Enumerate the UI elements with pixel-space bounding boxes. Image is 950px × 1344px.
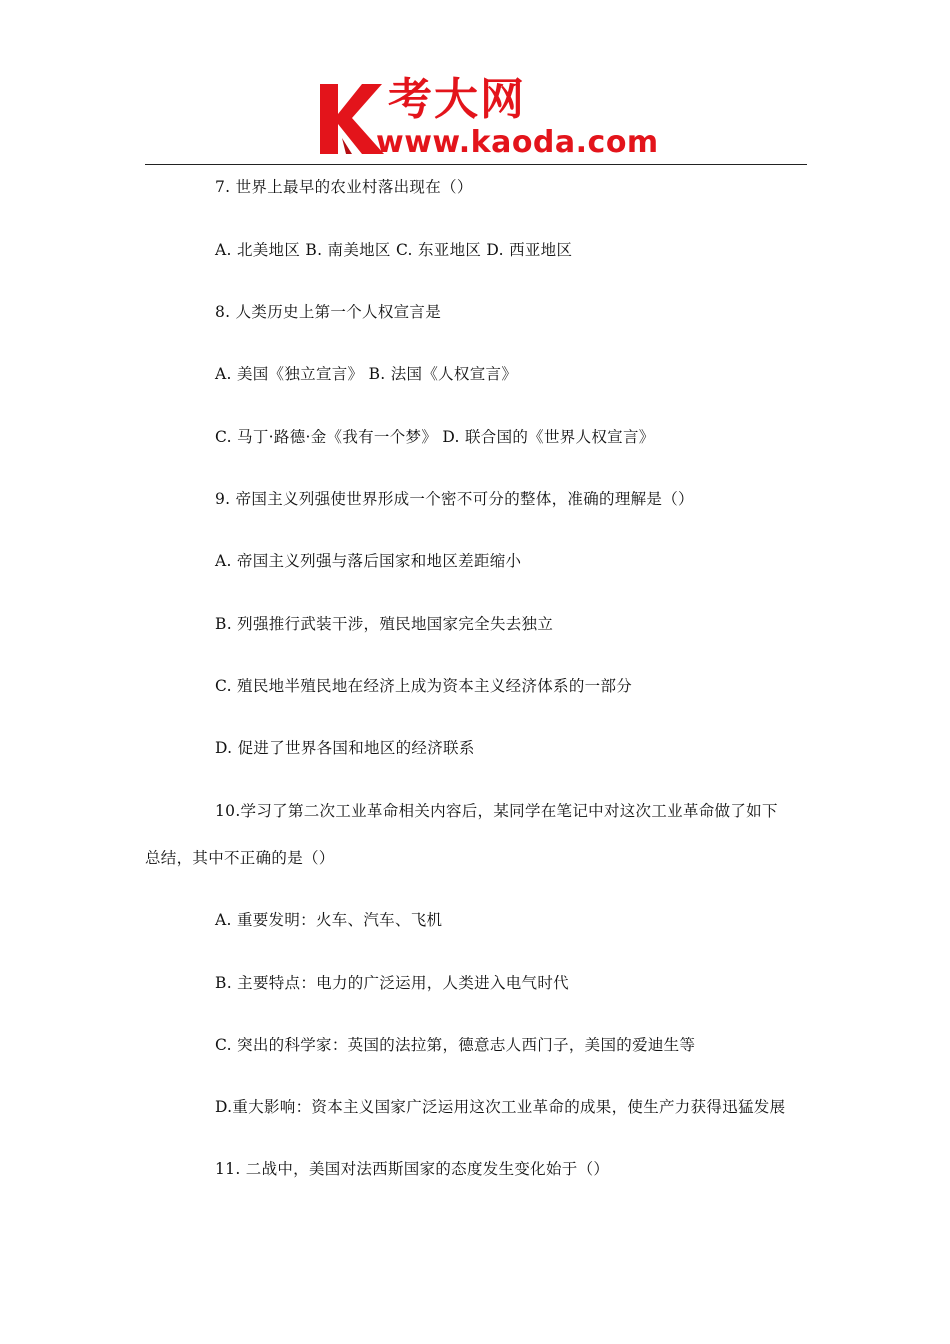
question-9-option-b: B. 列强推行武装干涉，殖民地国家完全失去独立 <box>215 615 554 633</box>
logo-chinese-name: 考大网 <box>388 74 526 125</box>
question-10-option-d: D.重大影响：资本主义国家广泛运用这次工业革命的成果，使生产力获得迅猛发展 <box>215 1098 786 1116</box>
question-10-option-a: A. 重要发明：火车、汽车、飞机 <box>215 911 443 929</box>
logo-url-text: www.kaoda.com <box>376 125 659 160</box>
question-11: 11. 二战中，美国对法西斯国家的态度发生变化始于（） <box>215 1160 610 1178</box>
question-9: 9. 帝国主义列强使世界形成一个密不可分的整体，准确的理解是（） <box>215 490 694 508</box>
question-9-option-d: D. 促进了世界各国和地区的经济联系 <box>215 739 475 757</box>
question-10-option-b: B. 主要特点：电力的广泛运用，人类进入电气时代 <box>215 974 569 992</box>
question-10-line-1: 10.学习了第二次工业革命相关内容后，某同学在笔记中对这次工业革命做了如下 <box>215 802 778 820</box>
question-10-line-2: 总结，其中不正确的是（） <box>145 849 335 867</box>
question-7: 7. 世界上最早的农业村落出现在（） <box>215 178 473 196</box>
question-9-option-c: C. 殖民地半殖民地在经济上成为资本主义经济体系的一部分 <box>215 677 633 695</box>
question-8-options-ab: A. 美国《独立宣言》 B. 法国《人权宣言》 <box>215 365 518 383</box>
question-8-options-cd: C. 马丁·路德·金《我有一个梦》 D. 联合国的《世界人权宣言》 <box>215 428 655 446</box>
question-7-options: A. 北美地区 B. 南美地区 C. 东亚地区 D. 西亚地区 <box>215 241 573 259</box>
question-9-option-a: A. 帝国主义列强与落后国家和地区差距缩小 <box>215 552 522 570</box>
question-10-option-c: C. 突出的科学家：英国的法拉第，德意志人西门子，美国的爱迪生等 <box>215 1036 696 1054</box>
question-8: 8. 人类历史上第一个人权宣言是 <box>215 303 442 321</box>
